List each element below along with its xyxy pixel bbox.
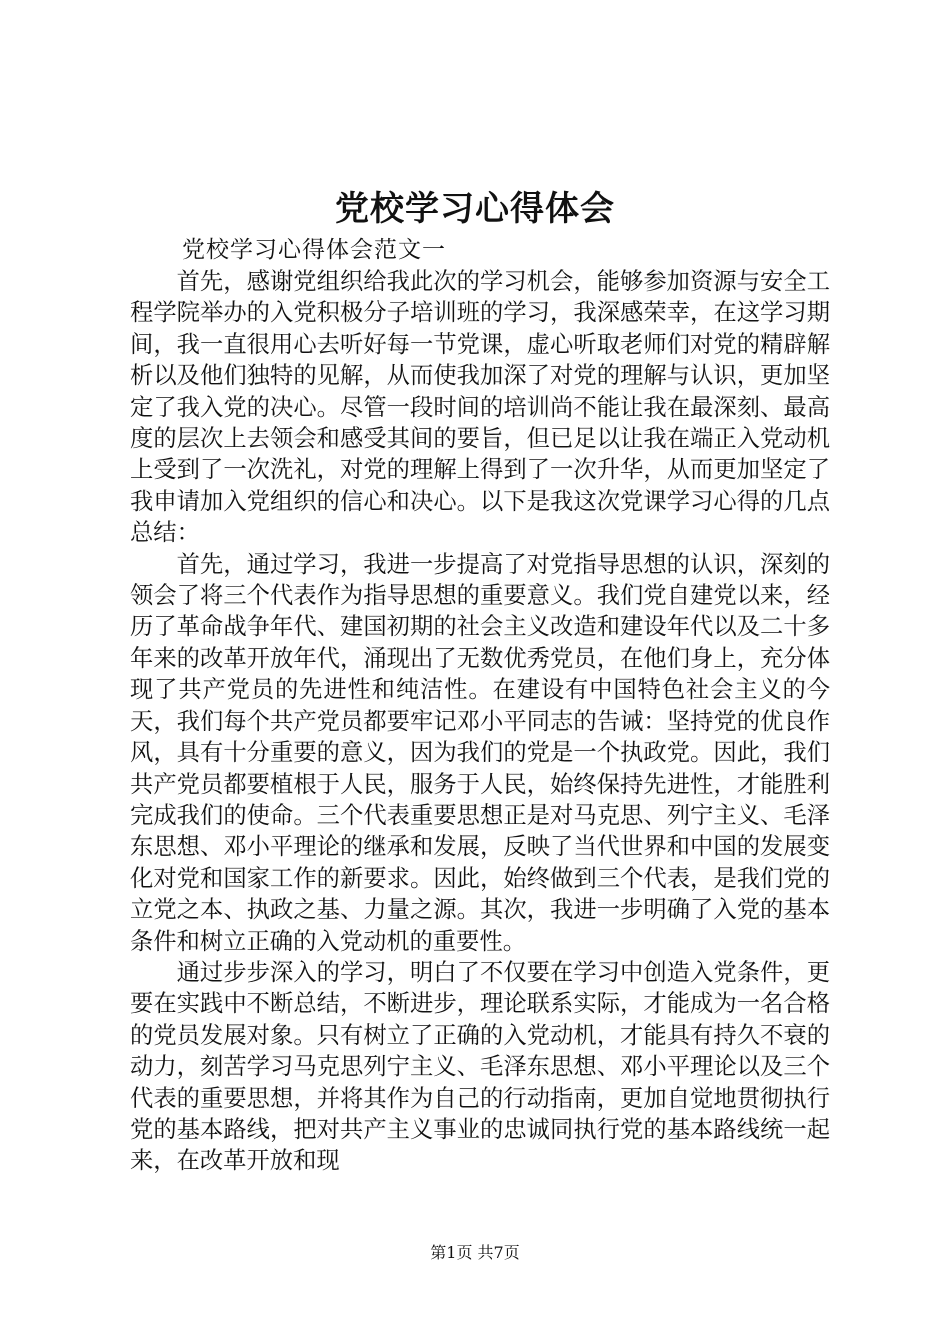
- document-title: 党校学习心得体会: [335, 189, 615, 229]
- paragraph-1: 首先，感谢党组织给我此次的学习机会，能够参加资源与安全工程学院举办的入党积极分子培训班的学习，我深感荣幸，在这学习期间，我一直很用心去听好每一节党课，虚心听取老师们对党的精辟解析以及他们独特的见解，从而使我加深了对党的理解与认识，更加坚定了我入党的决心。尽管一段时间的培训尚不能让我在最深刻、最高度的层次上去领会和感受其间的要旨，但已足以让我在端正入党动机上受到了一次洗礼，对党的理解上得到了一次升华，从而更加坚定了我申请加入党组织的信心和决心。以下是我这次党课学习心得的几点总结：: [130, 268, 830, 547]
- document-body: [130, 266, 830, 1177]
- page-footer: 第1页 共7页: [430, 1243, 520, 1262]
- paragraph-2: 首先，通过学习，我进一步提高了对党指导思想的认识，深刻的领会了将三个代表作为指导思想的重要意义。我们党自建党以来，经历了革命战争年代、建国初期的社会主义改造和建设年代以及二十多年来的改革开放年代，涌现出了无数优秀党员，在他们身上，充分体现了共产党员的先进性和纯洁性。在建设有中国特色社会主义的今天，我们每个共产党员都要牢记邓小平同志的告诫：坚持党的优良作风，具有十分重要的意义，因为我们的党是一个执政党。因此，我们共产党员都要植根于人民，服务于人民，始终保持先进性，才能胜利完成我们的使命。三个代表重要思想正是对马克思、列宁主义、毛泽东思想、邓小平理论的继承和发展，反映了当代世界和中国的发展变化对党和国家工作的新要求。因此，始终做到三个代表，是我们党的立党之本、执政之基、力量之源。其次，我进一步明确了入党的基本条件和树立正确的入党动机的重要性。: [130, 550, 830, 955]
- paragraph-3: 通过步步深入的学习，明白了不仅要在学习中创造入党条件，更要在实践中不断总结，不断进步，理论联系实际，才能成为一名合格的党员发展对象。只有树立了正确的入党动机，才能具有持久不衰的动力，刻苦学习马克思列宁主义、毛泽东思想、邓小平理论以及三个代表的重要思想，并将其作为自己的行动指南，更加自觉地贯彻执行党的基本路线，把对共产主义事业的忠诚同执行党的基本路线统一起来，在改革开放和现: [130, 958, 830, 1175]
- document-subtitle: 党校学习心得体会范文一: [182, 237, 446, 263]
